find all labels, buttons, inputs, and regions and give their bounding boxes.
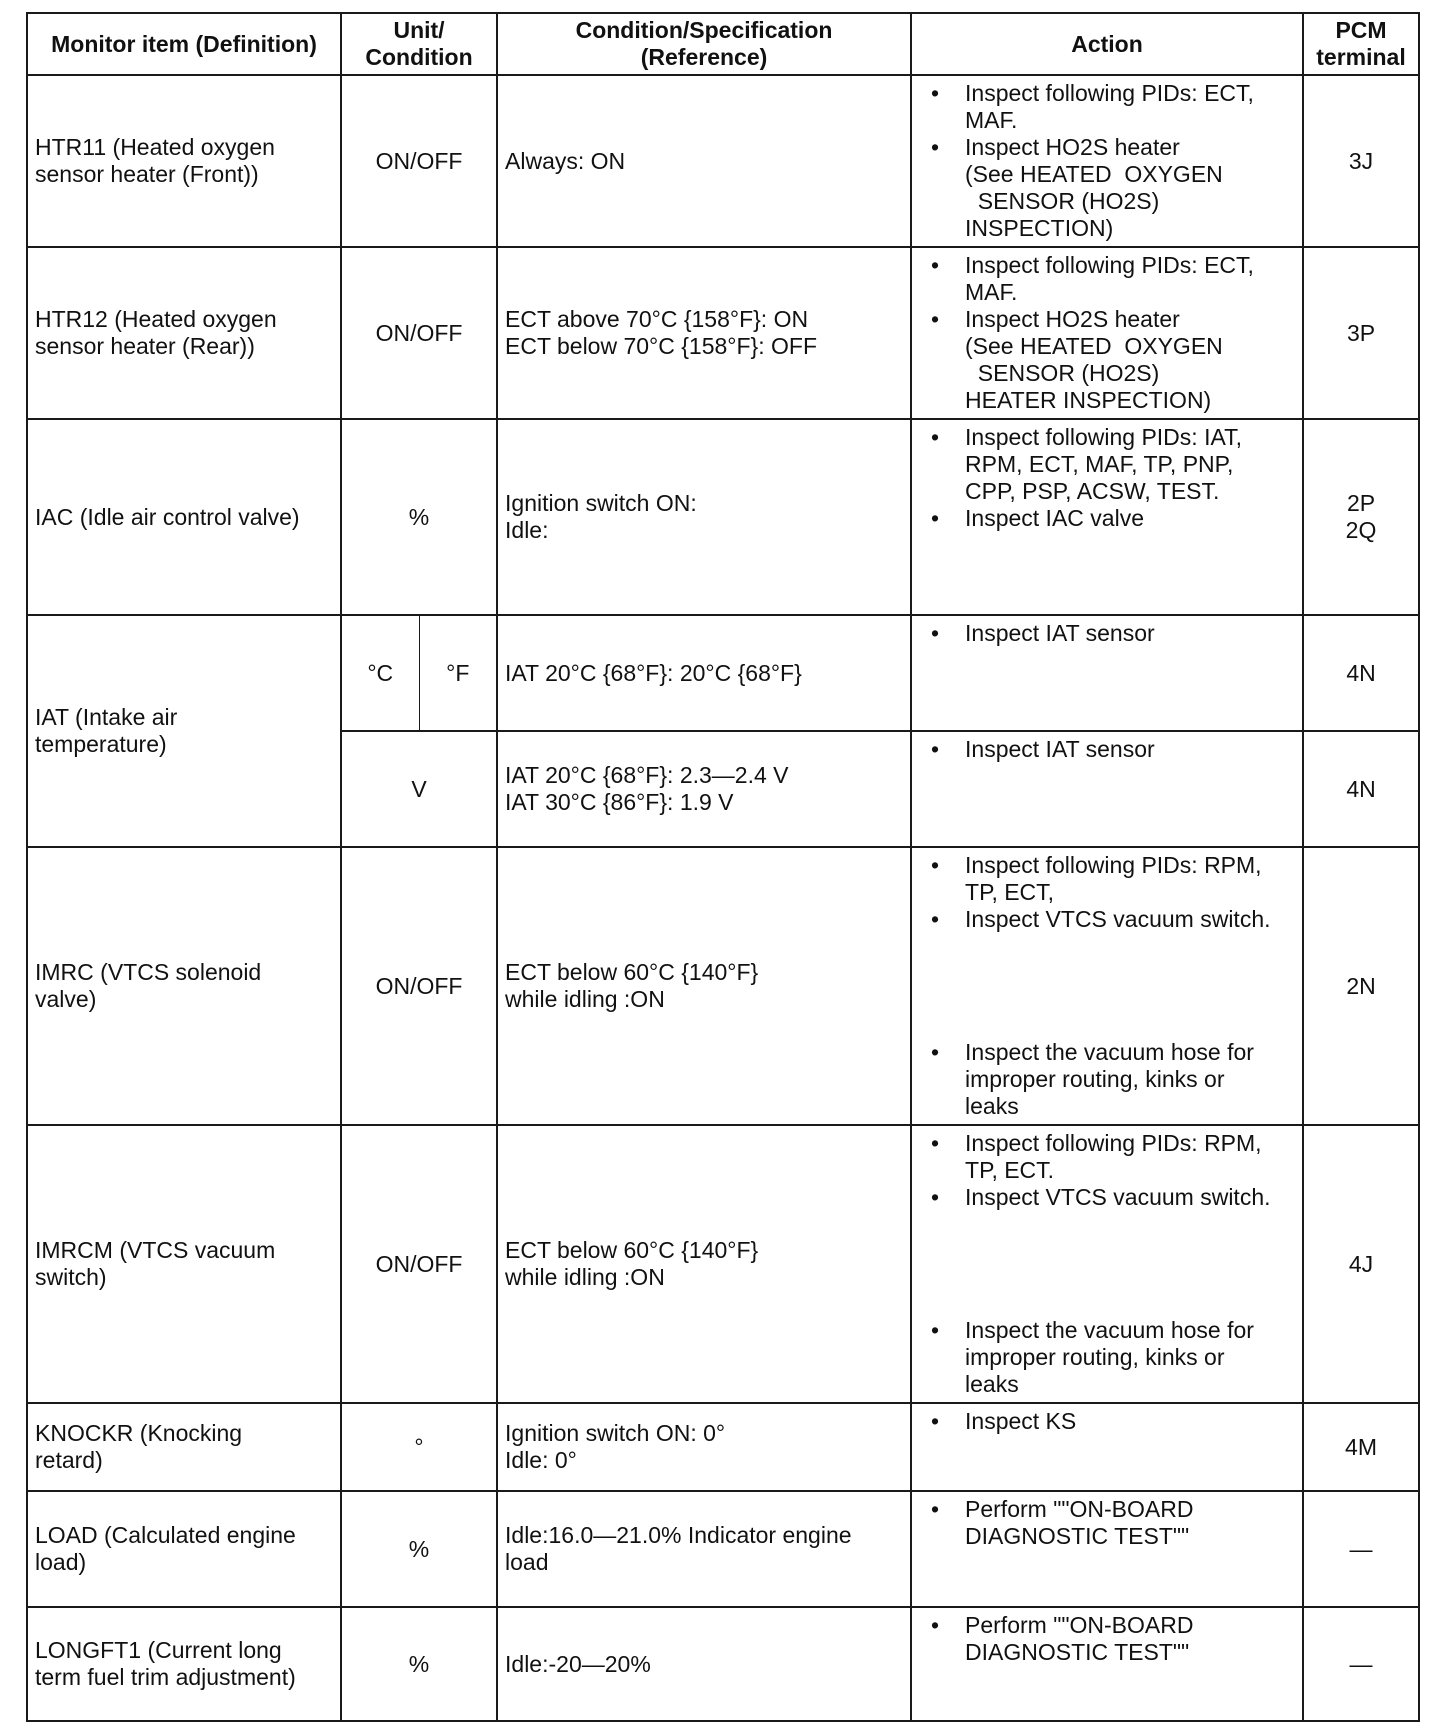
cell-line: HTR11 (Heated oxygen — [35, 134, 275, 160]
pcm-terminal-cell — [1303, 1403, 1419, 1491]
action-item — [919, 1496, 1295, 1550]
action-line: • Inspect VTCS vacuum switch. — [965, 1184, 1271, 1210]
action-line: improper routing, kinks or — [965, 1066, 1225, 1092]
action-cell — [911, 75, 1303, 247]
cell-line: Idle: — [505, 517, 549, 543]
action-list — [919, 1612, 1295, 1666]
unit-cell: ON/OFF — [341, 1125, 497, 1403]
table-row — [27, 1125, 1419, 1403]
unit-cell: ON/OFF — [341, 847, 497, 1125]
cell-line: HTR12 (Heated oxygen — [35, 306, 277, 332]
pcm-terminal-cell — [1303, 615, 1419, 731]
table-row — [27, 615, 1419, 731]
action-item — [919, 1317, 1295, 1398]
condition-cell — [497, 247, 911, 419]
cell-line: IMRC (VTCS solenoid — [35, 959, 262, 985]
unit-cell: % — [341, 419, 497, 615]
pcm-terminal-cell — [1303, 1491, 1419, 1607]
condition-cell — [497, 75, 911, 247]
pcm-terminal-cell — [1303, 1125, 1419, 1403]
cell-line: Idle:-20—20% — [505, 1650, 651, 1677]
header-action: Action — [911, 13, 1303, 75]
action-line: INSPECTION) — [965, 215, 1114, 241]
action-line: • Inspect following PIDs: ECT, — [965, 252, 1254, 278]
unit-cell: % — [341, 1491, 497, 1607]
action-line: TP, ECT, — [965, 879, 1055, 905]
action-item — [919, 1184, 1295, 1211]
action-line: leaks — [965, 1371, 1019, 1397]
cell-line: IAT (Intake air — [35, 704, 178, 730]
action-cell — [911, 1403, 1303, 1491]
action-item — [919, 424, 1295, 505]
action-cell — [911, 247, 1303, 419]
pcm-terminal-cell — [1303, 75, 1419, 247]
action-item — [919, 1612, 1295, 1666]
cell-line: load — [505, 1549, 549, 1575]
cell-line: ECT above 70°C {158°F}: ON — [505, 306, 809, 332]
action-line: • Inspect HO2S heater — [965, 134, 1180, 160]
cell-line: IAT 20°C {68°F}: 20°C {68°F} — [505, 659, 802, 686]
action-line: • Inspect KS — [965, 1408, 1077, 1434]
unit-cell: V — [341, 731, 497, 847]
cell-line: Idle: 0° — [505, 1447, 577, 1473]
pcm-terminal-cell — [1303, 247, 1419, 419]
action-line: CPP, PSP, ACSW, TEST. — [965, 478, 1220, 504]
table-row — [27, 1403, 1419, 1491]
action-cell — [911, 731, 1303, 847]
action-list — [919, 1408, 1295, 1435]
cell-line: sensor heater (Front)) — [35, 161, 259, 187]
action-list — [919, 424, 1295, 532]
action-line: • Inspect HO2S heater — [965, 306, 1180, 332]
action-line: (See HEATED OXYGEN — [965, 161, 1223, 187]
action-line: HEATER INSPECTION) — [965, 387, 1212, 413]
action-cell — [911, 615, 1303, 731]
unit-cell: ° — [341, 1403, 497, 1491]
table-row — [27, 247, 1419, 419]
header-unit-condition: Unit/ Condition — [341, 13, 497, 75]
cell-line: KNOCKR (Knocking — [35, 1420, 243, 1446]
action-line: • Inspect the vacuum hose for — [965, 1039, 1254, 1065]
cell-line: 4J — [1348, 1250, 1374, 1277]
action-cell — [911, 1607, 1303, 1721]
unit-cell: % — [341, 1607, 497, 1721]
action-line: SENSOR (HO2S) — [965, 360, 1160, 386]
action-line: • Inspect the vacuum hose for — [965, 1317, 1254, 1343]
action-line: • Inspect IAT sensor — [965, 736, 1155, 762]
cell-line: 3P — [1346, 319, 1376, 346]
action-item — [919, 620, 1295, 647]
monitor-item-cell — [27, 75, 341, 247]
unit-celsius-cell: °C — [341, 615, 419, 731]
cell-line: ECT below 60°C {140°F} — [505, 959, 759, 985]
action-list — [919, 736, 1295, 763]
table-row — [27, 1491, 1419, 1607]
table-row — [27, 419, 1419, 615]
action-line: • Inspect IAC valve — [965, 505, 1144, 531]
cell-line: LONGFT1 (Current long — [35, 1637, 282, 1663]
monitor-item-cell — [27, 247, 341, 419]
monitor-item-cell — [27, 615, 341, 847]
condition-cell — [497, 731, 911, 847]
monitor-item-cell — [27, 1607, 341, 1721]
cell-line: Idle:16.0—21.0% Indicator engine — [505, 1522, 852, 1548]
action-cell — [911, 419, 1303, 615]
cell-line: Always: ON — [505, 147, 626, 174]
monitor-item-cell — [27, 847, 341, 1125]
action-list — [919, 252, 1295, 414]
action-line: • Inspect VTCS vacuum switch. — [965, 906, 1271, 932]
action-item — [919, 306, 1295, 414]
action-line: • Inspect IAT sensor — [965, 620, 1155, 646]
condition-cell — [497, 419, 911, 615]
action-item — [919, 80, 1295, 134]
action-list — [919, 620, 1295, 647]
cell-line: valve) — [35, 986, 97, 1012]
cell-line: IAT 30°C {86°F}: 1.9 V — [505, 789, 734, 815]
cell-line: 4M — [1345, 1433, 1377, 1460]
action-line: • Inspect following PIDs: IAT, — [965, 424, 1242, 450]
condition-cell — [497, 1607, 911, 1721]
action-list — [919, 852, 1295, 1120]
cell-line: Ignition switch ON: 0° — [505, 1420, 726, 1446]
pcm-terminal-cell — [1303, 731, 1419, 847]
cell-line: switch) — [35, 1264, 107, 1290]
cell-line: 2Q — [1345, 517, 1377, 543]
condition-cell — [497, 1125, 911, 1403]
action-cell — [911, 1125, 1303, 1403]
cell-line: term fuel trim adjustment) — [35, 1664, 296, 1690]
action-line: • Inspect following PIDs: RPM, — [965, 1130, 1262, 1156]
action-list — [919, 80, 1295, 242]
cell-line: 2P — [1346, 490, 1376, 516]
action-line: SENSOR (HO2S) — [965, 188, 1160, 214]
header-monitor-item: Monitor item (Definition) — [27, 13, 341, 75]
table-row — [27, 847, 1419, 1125]
header-pcm-terminal: PCM terminal — [1303, 13, 1419, 75]
action-item — [919, 252, 1295, 306]
action-item — [919, 1039, 1295, 1120]
cell-line: LOAD (Calculated engine — [35, 1522, 296, 1548]
monitor-item-cell — [27, 1491, 341, 1607]
condition-cell — [497, 1403, 911, 1491]
cell-line: IAT 20°C {68°F}: 2.3—2.4 V — [505, 762, 789, 788]
cell-line: ECT below 60°C {140°F} — [505, 1237, 759, 1263]
cell-line: — — [1349, 1535, 1373, 1562]
action-line: MAF. — [965, 107, 1018, 133]
action-cell — [911, 1491, 1303, 1607]
cell-line: IMRCM (VTCS vacuum — [35, 1237, 276, 1263]
action-item — [919, 134, 1295, 242]
cell-line: ECT below 70°C {158°F}: OFF — [505, 333, 818, 359]
action-line: improper routing, kinks or — [965, 1344, 1225, 1370]
cell-line: 3J — [1348, 147, 1374, 174]
cell-line: while idling :ON — [505, 1264, 665, 1290]
cell-line: while idling :ON — [505, 986, 665, 1012]
unit-cell: ON/OFF — [341, 75, 497, 247]
header-row — [27, 13, 1419, 75]
cell-line: temperature) — [35, 731, 167, 757]
action-line: • Perform ""ON-BOARD — [965, 1496, 1194, 1522]
table-row — [27, 75, 1419, 247]
cell-line: retard) — [35, 1447, 103, 1473]
action-item — [919, 505, 1295, 532]
action-line: TP, ECT. — [965, 1157, 1055, 1183]
condition-cell — [497, 1491, 911, 1607]
action-line: (See HEATED OXYGEN — [965, 333, 1223, 359]
action-line: • Inspect following PIDs: ECT, — [965, 80, 1254, 106]
pcm-terminal-cell — [1303, 419, 1419, 615]
unit-fahrenheit-cell: °F — [419, 615, 497, 731]
header-condition-specification: Condition/Specification (Reference) — [497, 13, 911, 75]
monitor-item-table — [26, 12, 1420, 1722]
cell-line: — — [1349, 1650, 1373, 1677]
action-line: leaks — [965, 1093, 1019, 1119]
cell-line: load) — [35, 1549, 87, 1575]
action-line: • Perform ""ON-BOARD — [965, 1612, 1194, 1638]
monitor-item-cell — [27, 1125, 341, 1403]
unit-cell: ON/OFF — [341, 247, 497, 419]
cell-line: 2N — [1346, 972, 1376, 999]
pcm-terminal-cell — [1303, 847, 1419, 1125]
action-line: MAF. — [965, 279, 1018, 305]
action-item — [919, 736, 1295, 763]
action-item — [919, 852, 1295, 906]
action-line: DIAGNOSTIC TEST"" — [965, 1523, 1190, 1549]
pcm-terminal-cell — [1303, 1607, 1419, 1721]
action-line: DIAGNOSTIC TEST"" — [965, 1639, 1190, 1665]
action-item — [919, 1130, 1295, 1184]
action-line: RPM, ECT, MAF, TP, PNP, — [965, 451, 1234, 477]
cell-line: IAC (Idle air control valve) — [35, 503, 300, 530]
condition-cell — [497, 847, 911, 1125]
action-item — [919, 1408, 1295, 1435]
monitor-item-cell — [27, 1403, 341, 1491]
cell-line: sensor heater (Rear)) — [35, 333, 255, 359]
condition-cell — [497, 615, 911, 731]
cell-line: 4N — [1346, 659, 1376, 686]
cell-line: 4N — [1346, 775, 1376, 802]
action-list — [919, 1130, 1295, 1398]
action-line: • Inspect following PIDs: RPM, — [965, 852, 1262, 878]
cell-line: Ignition switch ON: — [505, 490, 697, 516]
table-row — [27, 1607, 1419, 1721]
action-item — [919, 906, 1295, 933]
action-cell — [911, 847, 1303, 1125]
monitor-item-cell — [27, 419, 341, 615]
action-list — [919, 1496, 1295, 1550]
spec-page — [26, 12, 1418, 1722]
